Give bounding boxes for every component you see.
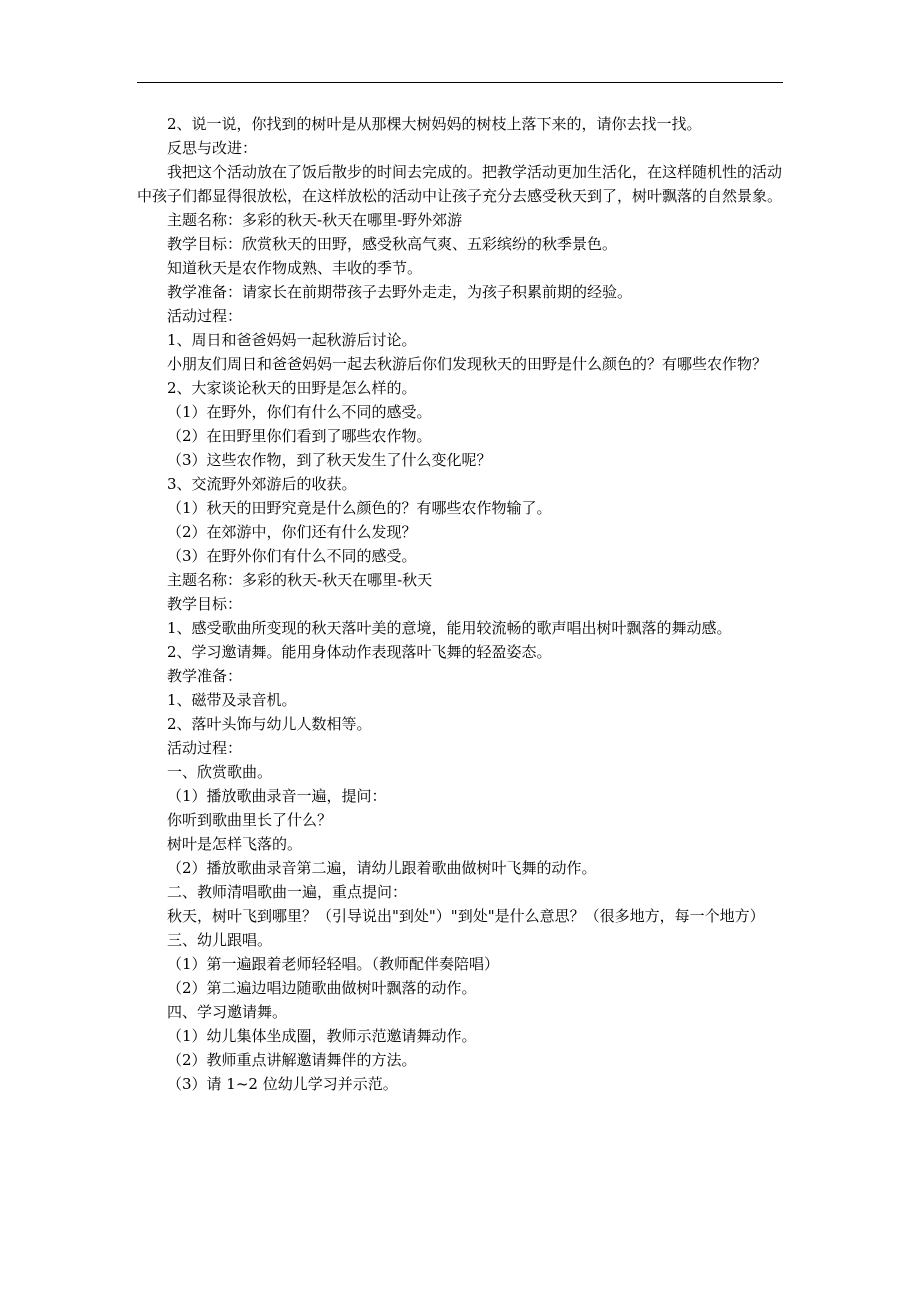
paragraph: （3）在野外你们有什么不同的感受。: [167, 547, 417, 565]
document-body: [137, 112, 787, 1096]
paragraph: 1、周日和爸爸妈妈一起秋游后讨论。: [167, 331, 417, 349]
paragraph: 树叶是怎样飞落的。: [167, 835, 303, 853]
paragraph: 一、欣赏歌曲。: [167, 763, 273, 781]
paragraph: 三、幼儿跟唱。: [167, 931, 273, 949]
paragraph: 知道秋天是农作物成熟、丰收的季节。: [167, 259, 423, 277]
paragraph: 主题名称：多彩的秋天-秋天在哪里-野外郊游: [167, 211, 463, 229]
paragraph: 1、感受歌曲所变现的秋天落叶美的意境，能用较流畅的歌声唱出树叶飘落的舞动感。: [167, 619, 732, 637]
paragraph: 反思与改进：: [167, 139, 258, 157]
paragraph: 我把这个活动放在了饭后散步的时间去完成的。把教学活动更加生活化，在这样随机性的活动中孩子们都显得很放松，在这样放松的活动中让孩子充分去感受秋天到了，树叶飘落的自然景象。: [137, 163, 783, 205]
paragraph: 2、学习邀请舞。能用身体动作表现落叶飞舞的轻盈姿态。: [167, 643, 552, 661]
paragraph: 小朋友们周日和爸爸妈妈一起去秋游后你们发现秋天的田野是什么颜色的？有哪些农作物？: [167, 355, 768, 373]
paragraph: （3）请 1~2 位幼儿学习并示范。: [167, 1075, 398, 1093]
paragraph: 2、说一说，你找到的树叶是从那棵大树妈妈的树枝上落下来的，请你去找一找。: [167, 115, 702, 133]
paragraph: 活动过程：: [167, 739, 243, 757]
paragraph: （2）播放歌曲录音第二遍，请幼儿跟着歌曲做树叶飞舞的动作。: [167, 859, 597, 877]
paragraph: 二、教师清唱歌曲一遍，重点提问：: [167, 883, 408, 901]
paragraph: 教学准备：请家长在前期带孩子去野外走走，为孩子积累前期的经验。: [167, 283, 633, 301]
paragraph: 你听到歌曲里长了什么？: [167, 811, 333, 829]
paragraph: 秋天，树叶飞到哪里？（引导说出"到处"）"到处"是什么意思？（很多地方，每一个地方）: [167, 907, 765, 925]
paragraph: （2）在郊游中，你们还有什么发现？: [167, 523, 417, 541]
paragraph: 教学目标：欣赏秋天的田野，感受秋高气爽、五彩缤纷的秋季景色。: [167, 235, 618, 253]
header-rule: [137, 82, 783, 83]
paragraph: （1）在野外，你们有什么不同的感受。: [167, 403, 432, 421]
paragraph: （2）教师重点讲解邀请舞伴的方法。: [167, 1051, 417, 1069]
paragraph: （3）这些农作物，到了秋天发生了什么变化呢？: [167, 451, 492, 469]
paragraph: （1）第一遍跟着老师轻轻唱。（教师配伴奏陪唱）: [167, 955, 500, 973]
paragraph: 2、大家谈论秋天的田野是怎么样的。: [167, 379, 417, 397]
paragraph: 教学目标：: [167, 595, 243, 613]
paragraph: （2）在田野里你们看到了哪些农作物。: [167, 427, 432, 445]
paragraph: （1）播放歌曲录音一遍，提问：: [167, 787, 387, 805]
paragraph: 活动过程：: [167, 307, 243, 325]
paragraph: 2、落叶头饰与幼儿人数相等。: [167, 715, 372, 733]
paragraph: 主题名称：多彩的秋天-秋天在哪里-秋天: [167, 571, 433, 589]
paragraph: （2）第二遍边唱边随歌曲做树叶飘落的动作。: [167, 979, 477, 997]
paragraph: （1）幼儿集体坐成圈，教师示范邀请舞动作。: [167, 1027, 477, 1045]
paragraph: 教学准备：: [167, 667, 243, 685]
paragraph: 3、交流野外郊游后的收获。: [167, 475, 357, 493]
paragraph: 1、磁带及录音机。: [167, 691, 297, 709]
paragraph: 四、学习邀请舞。: [167, 1003, 288, 1021]
paragraph: （1）秋天的田野究竟是什么颜色的？有哪些农作物输了。: [167, 499, 552, 517]
